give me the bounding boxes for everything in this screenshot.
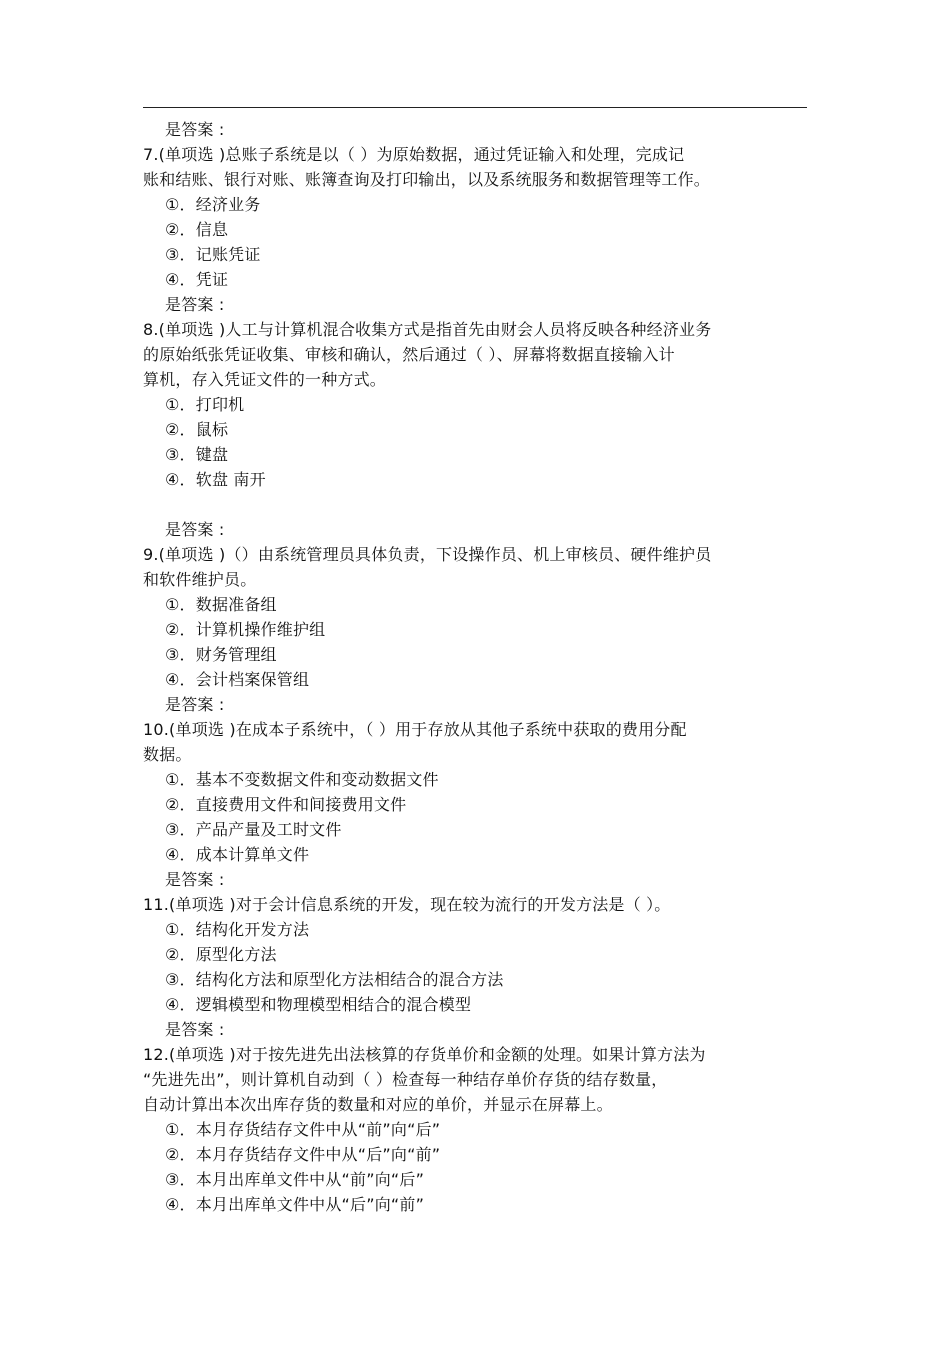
question-8-text-line-2: 的原始纸张凭证收集、审核和确认，然后通过（ ）、屏幕将数据直接输入计	[143, 345, 675, 364]
question-10-option-3: ③．产品产量及工时文件	[165, 820, 342, 839]
question-7-option-2: ②．信息	[165, 220, 229, 239]
question-11-option-2: ②．原型化方法	[165, 945, 277, 964]
question-7-text-line-2: 账和结账、银行对账、账簿查询及打印输出，以及系统服务和数据管理等工作。	[143, 170, 711, 189]
question-11-option-4: ④．逻辑模型和物理模型相结合的混合模型	[165, 995, 472, 1014]
question-9-option-1: ①．数据准备组	[165, 595, 277, 614]
question-7-option-3: ③．记账凭证	[165, 245, 261, 264]
question-8-option-3: ③．键盘	[165, 445, 229, 464]
question-7-option-1: ①．经济业务	[165, 195, 261, 214]
question-12-text-line-2: “先进先出”，则计算机自动到（ ）检查每一种结存单价存货的结存数量，	[143, 1070, 668, 1089]
question-10-option-2: ②．直接费用文件和间接费用文件	[165, 795, 407, 814]
question-8-text-line-1: 8.(单项选 )人工与计算机混合收集方式是指首先由财会人员将反映各种经济业务	[143, 320, 712, 339]
question-8-option-1: ①．打印机	[165, 395, 245, 414]
question-10-option-4: ④．成本计算单文件	[165, 845, 310, 864]
question-12-option-2: ②．本月存货结存文件中从“后”向“前”	[165, 1145, 441, 1164]
answer-label: 是答案 :	[165, 695, 225, 714]
answer-label: 是答案 :	[165, 520, 225, 539]
question-12-option-3: ③．本月出库单文件中从“前”向“后”	[165, 1170, 425, 1189]
question-8-option-2: ②．鼠标	[165, 420, 229, 439]
header-rule	[143, 107, 807, 108]
question-7-text-line-1: 7.(单项选 )总账子系统是以（ ）为原始数据，通过凭证输入和处理，完成记	[143, 145, 685, 164]
question-9-text-line-1: 9.(单项选 )（）由系统管理员具体负责，下设操作员、机上审核员、硬件维护员	[143, 545, 712, 564]
question-8-text-line-3: 算机，存入凭证文件的一种方式。	[143, 370, 387, 389]
question-12-option-4: ④．本月出库单文件中从“后”向“前”	[165, 1195, 425, 1214]
question-11-option-3: ③．结构化方法和原型化方法相结合的混合方法	[165, 970, 504, 989]
question-11-text-line-1: 11.(单项选 )对于会计信息系统的开发，现在较为流行的开发方法是（ ）。	[143, 895, 671, 914]
question-11-option-1: ①．结构化开发方法	[165, 920, 310, 939]
question-9-text-line-2: 和软件维护员。	[143, 570, 257, 589]
question-7-option-4: ④．凭证	[165, 270, 229, 289]
question-10-option-1: ①．基本不变数据文件和变动数据文件	[165, 770, 439, 789]
question-8-option-4: ④．软盘 南开	[165, 470, 266, 489]
answer-label: 是答案 :	[165, 120, 225, 139]
question-10-text-line-1: 10.(单项选 )在成本子系统中，（ ）用于存放从其他子系统中获取的费用分配	[143, 720, 687, 739]
question-12-text-line-3: 自动计算出本次出库存货的数量和对应的单价，并显示在屏幕上。	[143, 1095, 613, 1114]
question-9-option-2: ②．计算机操作维护组	[165, 620, 326, 639]
answer-label: 是答案 :	[165, 870, 225, 889]
question-12-text-line-1: 12.(单项选 )对于按先进先出法核算的存货单价和金额的处理。如果计算方法为	[143, 1045, 706, 1064]
answer-label: 是答案 :	[165, 295, 225, 314]
question-10-text-line-2: 数据。	[143, 745, 192, 764]
question-9-option-3: ③．财务管理组	[165, 645, 277, 664]
question-9-option-4: ④．会计档案保管组	[165, 670, 310, 689]
answer-label: 是答案 :	[165, 1020, 225, 1039]
question-12-option-1: ①．本月存货结存文件中从“前”向“后”	[165, 1120, 441, 1139]
